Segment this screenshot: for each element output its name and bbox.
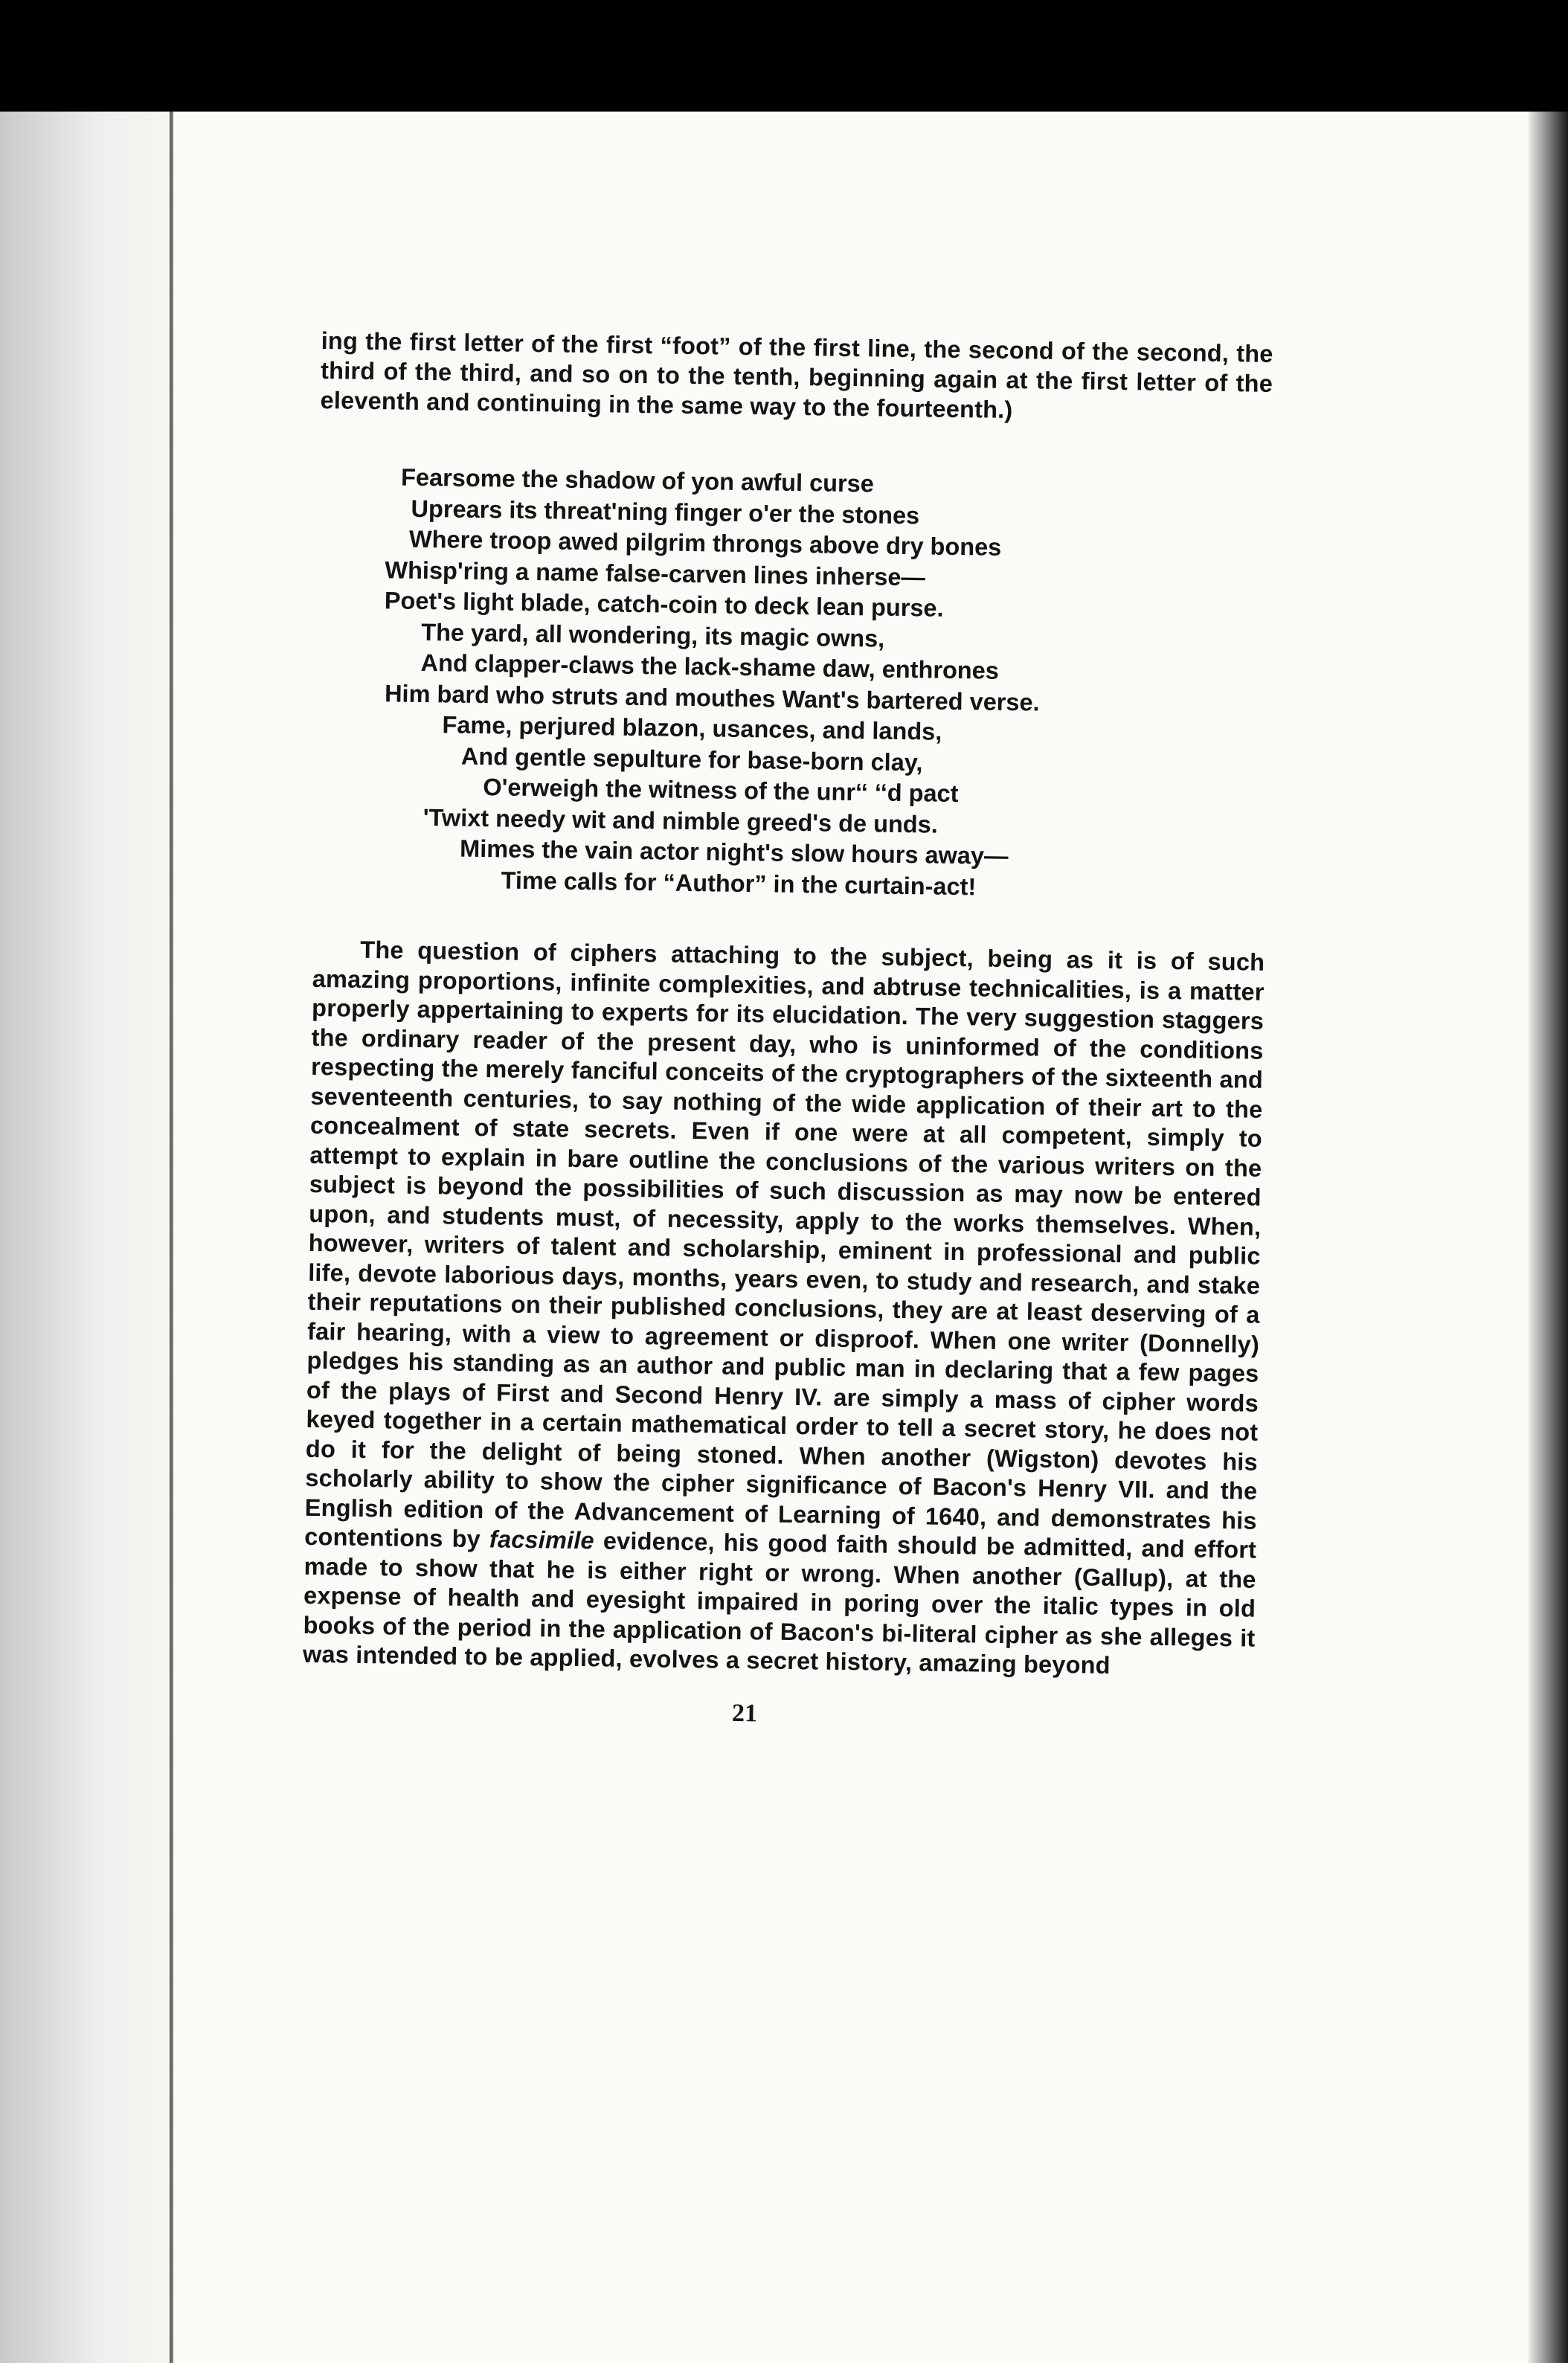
poem-line: Fearsome the shadow of yon awful curse [400, 463, 875, 498]
poem-line: Time calls for “Author” in the curtain-act! [501, 866, 977, 900]
body-paragraph [303, 935, 1265, 1682]
poem-line: 'Twixt needy wit and nimble greed's de unds. [422, 803, 939, 838]
intro-paragraph: ing the first letter of the first “foot” of the first line, the second of the second, the third of the third, and so on to the tenth, beginning again at the first letter of the eleventh and continuing in the same way to the fourteenth.) [320, 327, 1273, 423]
poem-line: Mimes the vain actor night's slow hours away— [459, 835, 1009, 869]
poem-line: Poet's light blade, catch-coin to deck lean purse. [384, 587, 944, 622]
body-text-continued: evidence, his good faith should be admitted, and effort made to show that he is either right or wrong. When another (Gallup), at the expense of health and eyesight impaired in poring over the italic types in old books of the period in the application of Bacon's bi-literal cipher as she alleges it was intended to be applied, evolves a secret history, amazing beyond [302, 1527, 1257, 1679]
page-number: 21 [731, 1699, 758, 1727]
page-right-edge [1529, 112, 1568, 2363]
poem-line: Uprears its threat'ning finger o'er the stones [411, 495, 920, 529]
italic-term: facsimile [489, 1525, 595, 1555]
poem-line: The yard, all wondering, its magic owns, [421, 618, 885, 652]
page-gutter-shadow-overlay [0, 112, 170, 2363]
body-text: The question of ciphers attaching to the subject, being as it is of such amazing proportions, infinite complexities, and abtruse technicalities, is a matter properly appertaining to experts for its elucidation. The very suggestion staggers the ordinary reader of the present day, who is uninformed of the conditions respecting the merely fanciful conceits of the cryptographers of the sixteenth and seventeenth centuries, to say nothing of the wide application of their art to the concealment of state secrets. Even if one were at all competent, simply to attempt to explain in bare outline the conclusions of the various writers on the subject is beyond the possibilities of such discussion as may now be entered upon, and students must, of necessity, apply to the works themselves. When, however, writers of talent and scholarship, eminent in professional and public life, devote laborious days, months, years even, to study and research, and stake their reputations on their published conclusions, they are at least deserving of a fair hearing, with a view to agreement or disproof. When one writer (Donnelly) pledges his standing as an author and public man in declaring that a few pages of the plays of First and Second Henry IV. are simply a mass of cipher words keyed together in a certain mathematical order to tell a secret story, he does not do it for the delight of being stoned. When another (Wigston) devotes his scholarly ability to show the cipher significance of Bacon's Henry VII. and the English edition of the Advancement of Learning of 1640, and demonstrates his contentions by [304, 936, 1265, 1553]
page-text-block [302, 326, 1273, 1735]
poem-line: Fame, perjured blazon, usances, and lands, [442, 711, 942, 745]
sonnet [313, 461, 1271, 907]
poem-line: Him bard who struts and mouthes Want's bartered verse. [384, 679, 1040, 716]
binding-spine-line [170, 112, 173, 2363]
poem-line: Whisp'ring a name false-carven lines inherse— [385, 556, 926, 591]
poem-line: Where troop awed pilgrim throngs above dry bones [408, 525, 1002, 561]
poem-line: And clapper-claws the lack-shame daw, enthrones [420, 649, 1000, 684]
poem-line: O'erweigh the witness of the unr‘‘ ‘‘d pact [483, 774, 959, 808]
poem-line: And gentle sepulture for base-born clay, [460, 742, 923, 776]
